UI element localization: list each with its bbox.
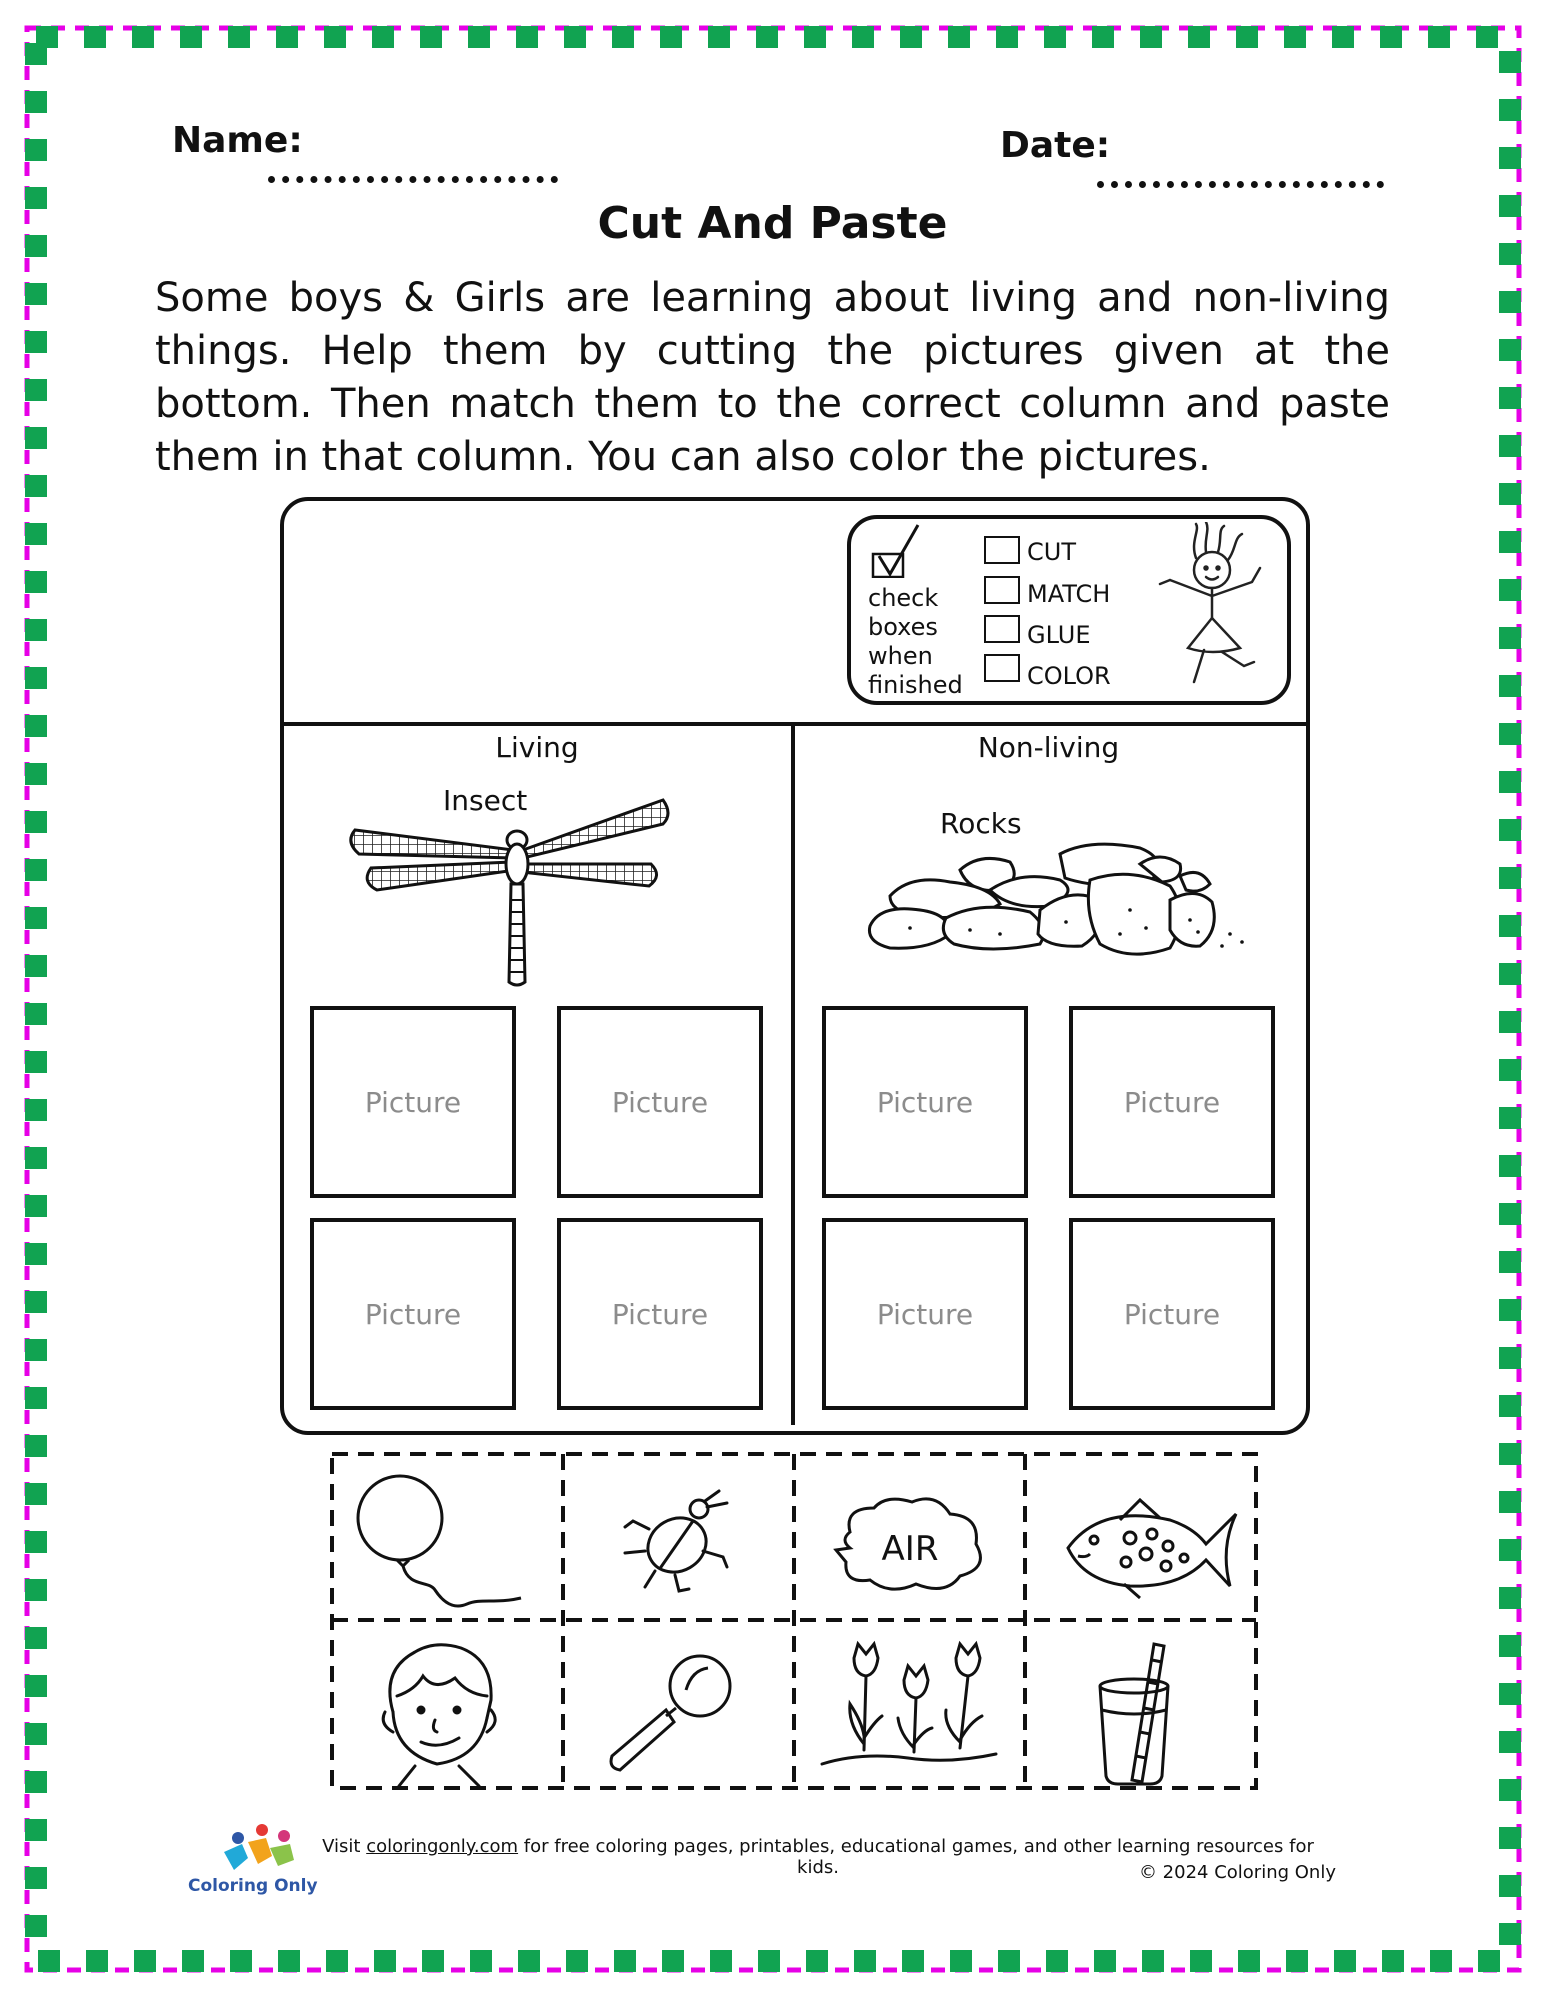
- example-label-rocks: Rocks: [940, 807, 1022, 840]
- dancing-girl-icon: [1140, 522, 1275, 690]
- dragonfly-icon: [345, 790, 675, 990]
- column-heading-nonliving: Non-living: [977, 731, 1120, 764]
- coloring-only-logo-icon: [218, 1818, 300, 1878]
- fish-icon[interactable]: [1060, 1490, 1240, 1605]
- footer-text: Visit coloringonly.com for free coloring pages, printables, educational games, and other learning resources for kids.: [322, 1836, 1314, 1878]
- magnifying-glass-icon[interactable]: [600, 1650, 750, 1780]
- checkbox-glue-label: GLUE: [1027, 621, 1091, 649]
- picture-slot-living-3[interactable]: Picture: [310, 1218, 516, 1410]
- checkbox-cut[interactable]: [984, 536, 1020, 564]
- picture-slot-living-2[interactable]: Picture: [557, 1006, 763, 1198]
- juice-glass-icon[interactable]: [1090, 1640, 1180, 1790]
- checkbox-glue[interactable]: [984, 615, 1020, 643]
- date-label: Date:: [1000, 125, 1111, 166]
- footer-link[interactable]: coloringonly.com: [366, 1836, 519, 1857]
- board-divider-horizontal: [280, 722, 1310, 726]
- instructions: Some boys & Girls are learning about living and non-living things. Help them by cutting the pictures given at the bottom. Then match them to the correct column and paste them in that column. You can also color the pictures.: [155, 275, 1390, 480]
- picture-slot-living-1[interactable]: Picture: [310, 1006, 516, 1198]
- picture-slot-nonliving-4[interactable]: Picture: [1069, 1218, 1275, 1410]
- rocks-icon: [850, 830, 1260, 965]
- example-label-insect: Insect: [443, 784, 528, 817]
- checklist-note: check boxes when finished: [868, 584, 963, 699]
- picture-slot-living-4[interactable]: Picture: [557, 1218, 763, 1410]
- boy-face-icon[interactable]: [375, 1640, 505, 1790]
- balloon-icon[interactable]: [345, 1470, 535, 1620]
- checkbox-match-label: MATCH: [1027, 580, 1111, 608]
- air-cloud-icon[interactable]: [830, 1492, 990, 1597]
- logo-name: Coloring Only: [188, 1876, 318, 1896]
- air-label: AIR: [881, 1529, 939, 1569]
- checkbox-color[interactable]: [984, 654, 1020, 682]
- page-title: Cut And Paste: [597, 198, 948, 249]
- checked-box-icon: [870, 522, 924, 578]
- checkbox-match[interactable]: [984, 576, 1020, 604]
- checkbox-cut-label: CUT: [1027, 538, 1076, 566]
- name-field[interactable]: [268, 176, 558, 183]
- footer-copyright: © 2024 Coloring Only: [1138, 1862, 1336, 1883]
- checkbox-color-label: COLOR: [1027, 662, 1111, 690]
- column-heading-living: Living: [495, 731, 579, 764]
- picture-slot-nonliving-1[interactable]: Picture: [822, 1006, 1028, 1198]
- tulips-icon[interactable]: [820, 1640, 1000, 1785]
- date-field[interactable]: [1097, 181, 1384, 188]
- picture-slot-nonliving-3[interactable]: Picture: [822, 1218, 1028, 1410]
- name-label: Name:: [172, 120, 303, 161]
- board-divider-vertical: [791, 722, 795, 1425]
- picture-slot-nonliving-2[interactable]: Picture: [1069, 1006, 1275, 1198]
- ladybug-icon[interactable]: [615, 1485, 735, 1595]
